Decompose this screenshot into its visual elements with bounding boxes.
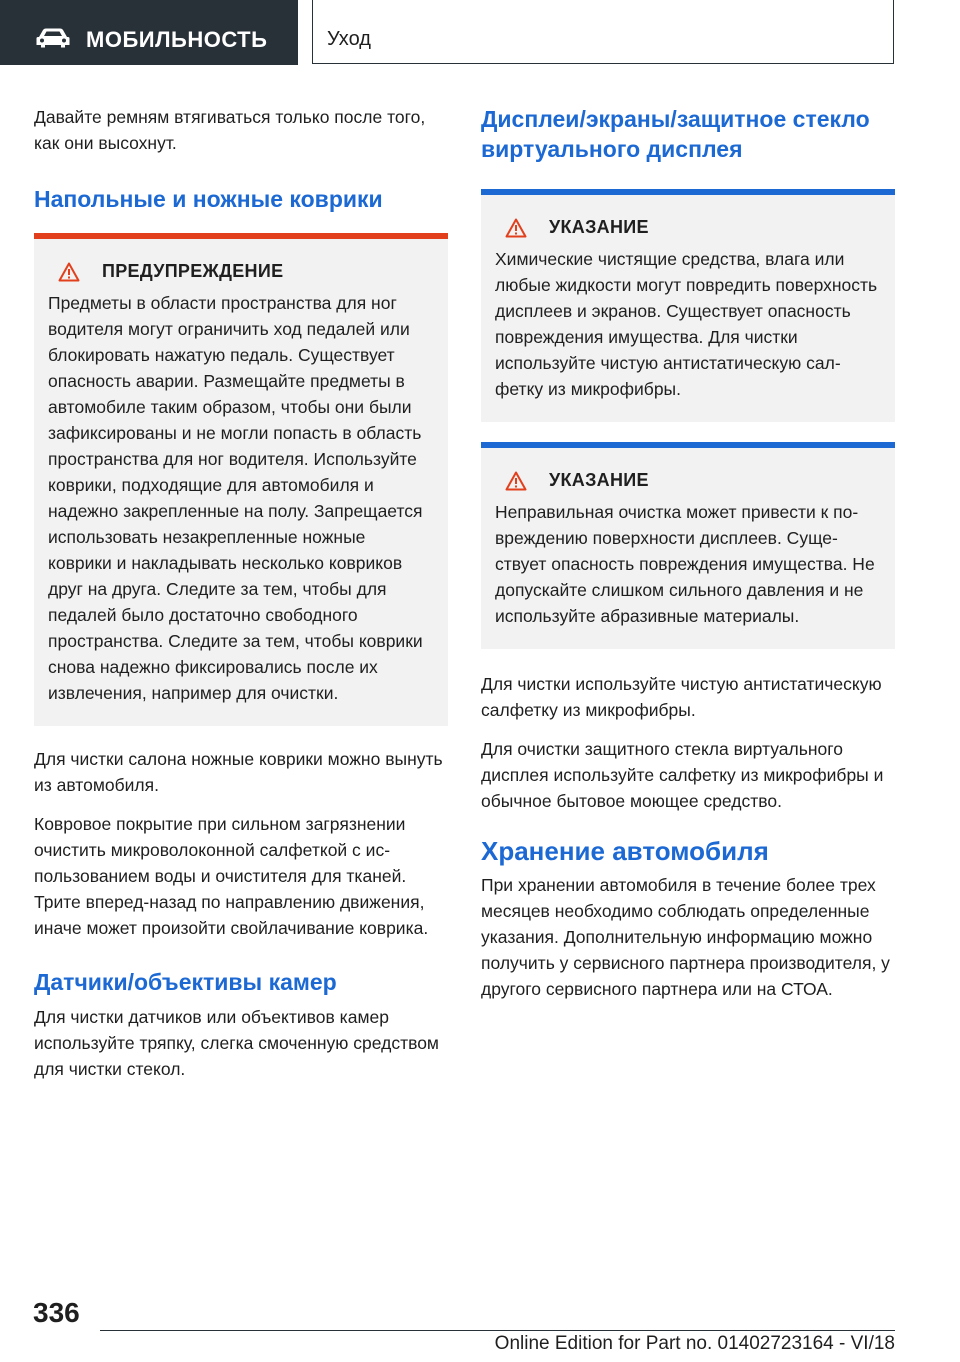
note-box-2 (481, 442, 895, 649)
header-title: Уход (327, 28, 371, 50)
warning-label: ПРЕДУПРЕЖДЕНИЕ (102, 261, 284, 281)
caution-triangle-icon (505, 218, 527, 238)
floor-mats-paragraph-1: Для чистки салона ножные коврики можно вынуть из автомобиля. (34, 749, 443, 795)
note-1-text: Химические чистящие средства, влага или любые жидкости могут повредить поверхность дисплеев и экранов. Существует опасность повреждения имущества. Для чистки используйте чистую антистатическую салфетку из микрофибры. (495, 249, 878, 399)
floor-mats-paragraph-2: Ковровое покрытие при сильном загрязнении очистить микроволоконной салфеткой с использованием воды и очистителя для тканей. Трите вперед-назад по направлению движения, иначе может произойти свойлачивание коврика. (34, 814, 429, 938)
footer-divider (100, 1330, 895, 1331)
left-column (34, 104, 448, 1095)
storage-heading: Хранение автомобиля (481, 836, 769, 866)
right-column (481, 104, 895, 1015)
displays-paragraph-1: Для чистки используйте чистую антистатическую салфетку из микрофибры. (481, 674, 882, 720)
page-number: 336 (33, 1297, 80, 1328)
note-box-1 (481, 189, 895, 422)
warning-header (48, 261, 434, 282)
note-2-header (495, 470, 881, 491)
note-2-text: Неправильная очистка может привести к повреждению поверхности дисплеев. Существует опасность повреждения имущества. Не допускайте слишком сильного давления и не используйте абразивные материалы. (495, 502, 875, 626)
car-icon (36, 28, 70, 48)
displays-heading: Дисплеи/экраны/защитное стекло виртуального дисплея (481, 106, 870, 162)
storage-paragraph: При хранении автомобиля в течение более трех месяцев необходимо соблюдать определенные указания. Дополнительную информацию можно получить у сервисного партнера производителя, у другого сервисного партнера или на СТОА. (481, 875, 890, 999)
header-title-box (312, 0, 894, 64)
header-section-tab (0, 0, 298, 65)
floor-mats-heading: Напольные и ножные коврики (34, 186, 383, 212)
note-1-header (495, 217, 881, 238)
note-2-label: УКАЗАНИЕ (549, 470, 649, 490)
footer-edition: Online Edition for Part no. 01402723164 - VI/18 (494, 1333, 895, 1354)
warning-triangle-icon (58, 262, 80, 282)
displays-paragraph-2: Для очистки защитного стекла виртуального дисплея используйте салфетку из микрофибры и обычное бытовое моющее средство. (481, 739, 884, 811)
note-1-label: УКАЗАНИЕ (549, 217, 649, 237)
warning-text: Предметы в области пространства для ног водителя могут ограничить ход педалей или блокировать нажатую педаль. Существует опасность аварии. Размещайте предметы в автомобиле таким образом, чтобы они были зафиксированы и не могли попасть в область пространства для ног водителя. Используйте коврики, подходящие для автомобиля и надежно закрепленные на полу. Запрещается использовать незакрепленные ножные коврики и накладывать несколько ковриков друг на друга. Следите за тем, чтобы для педалей было достаточно свободного пространства. Следите за тем, чтобы коврики снова надежно фиксировались после их извлечения, например для очистки. (48, 293, 423, 703)
intro-paragraph: Давайте ремням втягиваться только после того, как они высохнут. (34, 107, 426, 153)
caution-triangle-icon (505, 471, 527, 491)
sensors-paragraph: Для чистки датчиков или объективов камер используйте тряпку, слегка смоченную средством для чистки стекол. (34, 1007, 439, 1079)
sensors-heading: Датчики/объективы камер (34, 969, 337, 995)
warning-box (34, 233, 448, 726)
header-section-label: МОБИЛЬНОСТЬ (86, 27, 268, 52)
